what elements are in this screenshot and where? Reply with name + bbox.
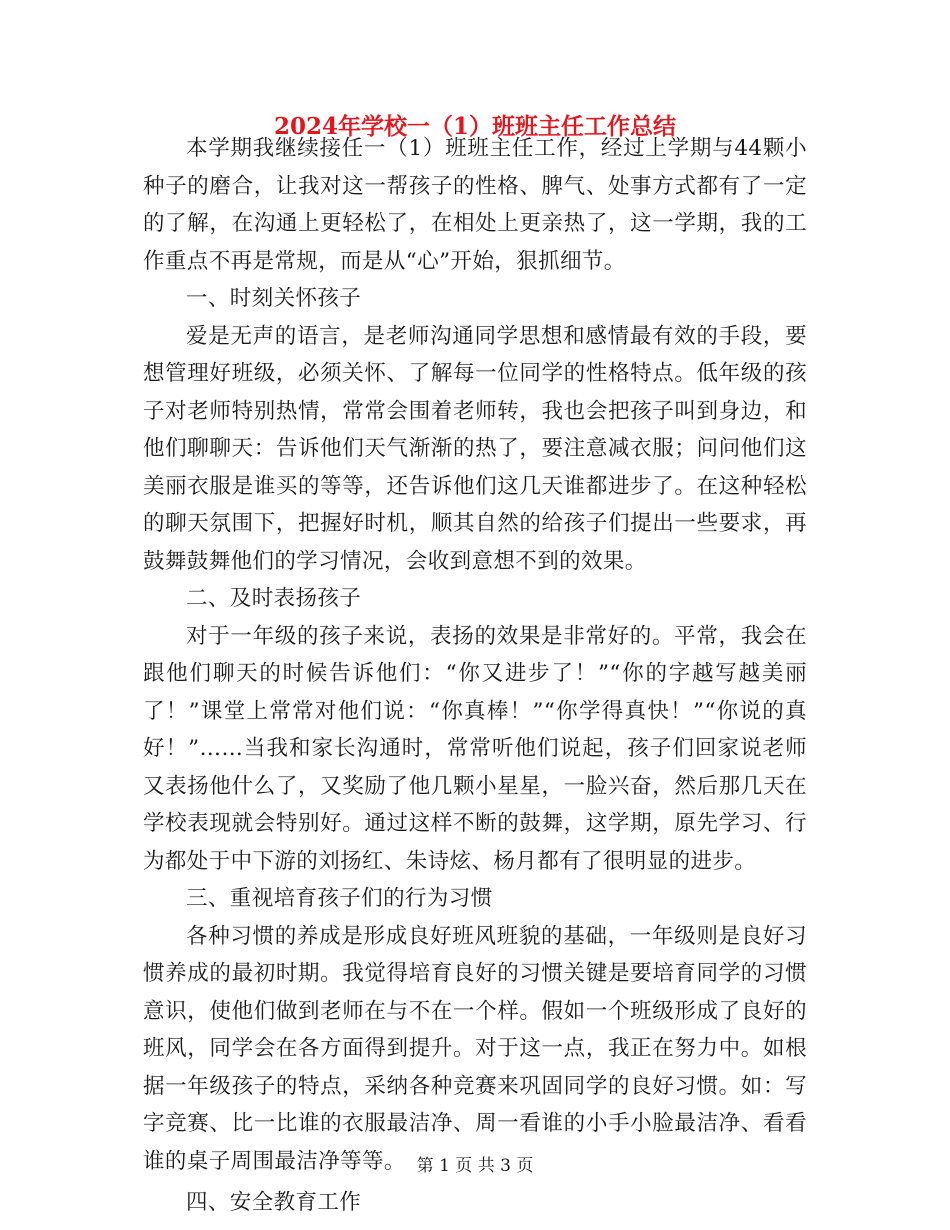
section-2-paragraph: 对于一年级的孩子来说，表扬的效果是非常好的。平常，我会在跟他们聊天的时候告诉他们：“你又进步了！”“你的字越写越美丽了！”课堂上常常对他们说：“你真棒！”“你学得真快！”“你说的真好！”……当我和家长沟通时，常常听他们说起，孩子们回家说老师又表扬他什么了，又奖励了他几颗小星星，一脸兴奋，然后那几天在学校表现就会特别好。通过这样不断的鼓舞，这学期，原先学习、行为都处于中下游的刘扬红、朱诗炫、杨月都有了很明显的进步。: [143, 623, 807, 874]
section-heading-3: 三、重视培育孩子们的行为习惯: [186, 886, 493, 911]
section-heading-1: 一、时刻关怀孩子: [186, 286, 362, 311]
section-heading-2: 二、及时表扬孩子: [186, 586, 362, 611]
section-3-paragraph: 各种习惯的养成是形成良好班风班貌的基础，一年级则是良好习惯养成的最初时期。我觉得培育良好的习惯关键是要培育同学的习惯意识，使他们做到老师在与不在一个样。假如一个班级形成了良好的班风，同学会在各方面得到提升。对于这一点，我正在努力中。如根据一年级孩子的特点，采纳各种竞赛来巩固同学的良好习惯。如：写字竞赛、比一比谁的衣服最洁净、周一看谁的小手小脸最洁净、看看谁的桌子周围最洁净等等。: [143, 923, 807, 1174]
section-1-paragraph: 爱是无声的语言，是老师沟通同学思想和感情最有效的手段，要想管理好班级，必须关怀、了解每一位同学的性格特点。低年级的孩子对老师特别热情，常常会围着老师转，我也会把孩子叫到身边，和他们聊聊天：告诉他们天气渐渐的热了，要注意减衣服；问问他们这美丽衣服是谁买的等等，还告诉他们这几天谁都进步了。在这种轻松的聊天氛围下，把握好时机，顺其自然的给孩子们提出一些要求，再鼓舞鼓舞他们的学习情况，会收到意想不到的效果。: [143, 323, 807, 574]
document-title: 2024年学校一（1）班班主任工作总结: [273, 113, 677, 140]
page-footer: 第 1 页 共 3 页: [416, 1156, 534, 1176]
section-heading-4: 四、安全教育工作: [186, 1190, 362, 1215]
intro-paragraph: 本学期我继续接任一（1）班班主任工作，经过上学期与44颗小种子的磨合，让我对这一帮孩子的性格、脾气、处事方式都有了一定的了解，在沟通上更轻松了，在相处上更亲热了，这一学期，我的工作重点不再是常规，而是从“心”开始，狠抓细节。: [143, 136, 807, 274]
document-body: [143, 130, 807, 1222]
